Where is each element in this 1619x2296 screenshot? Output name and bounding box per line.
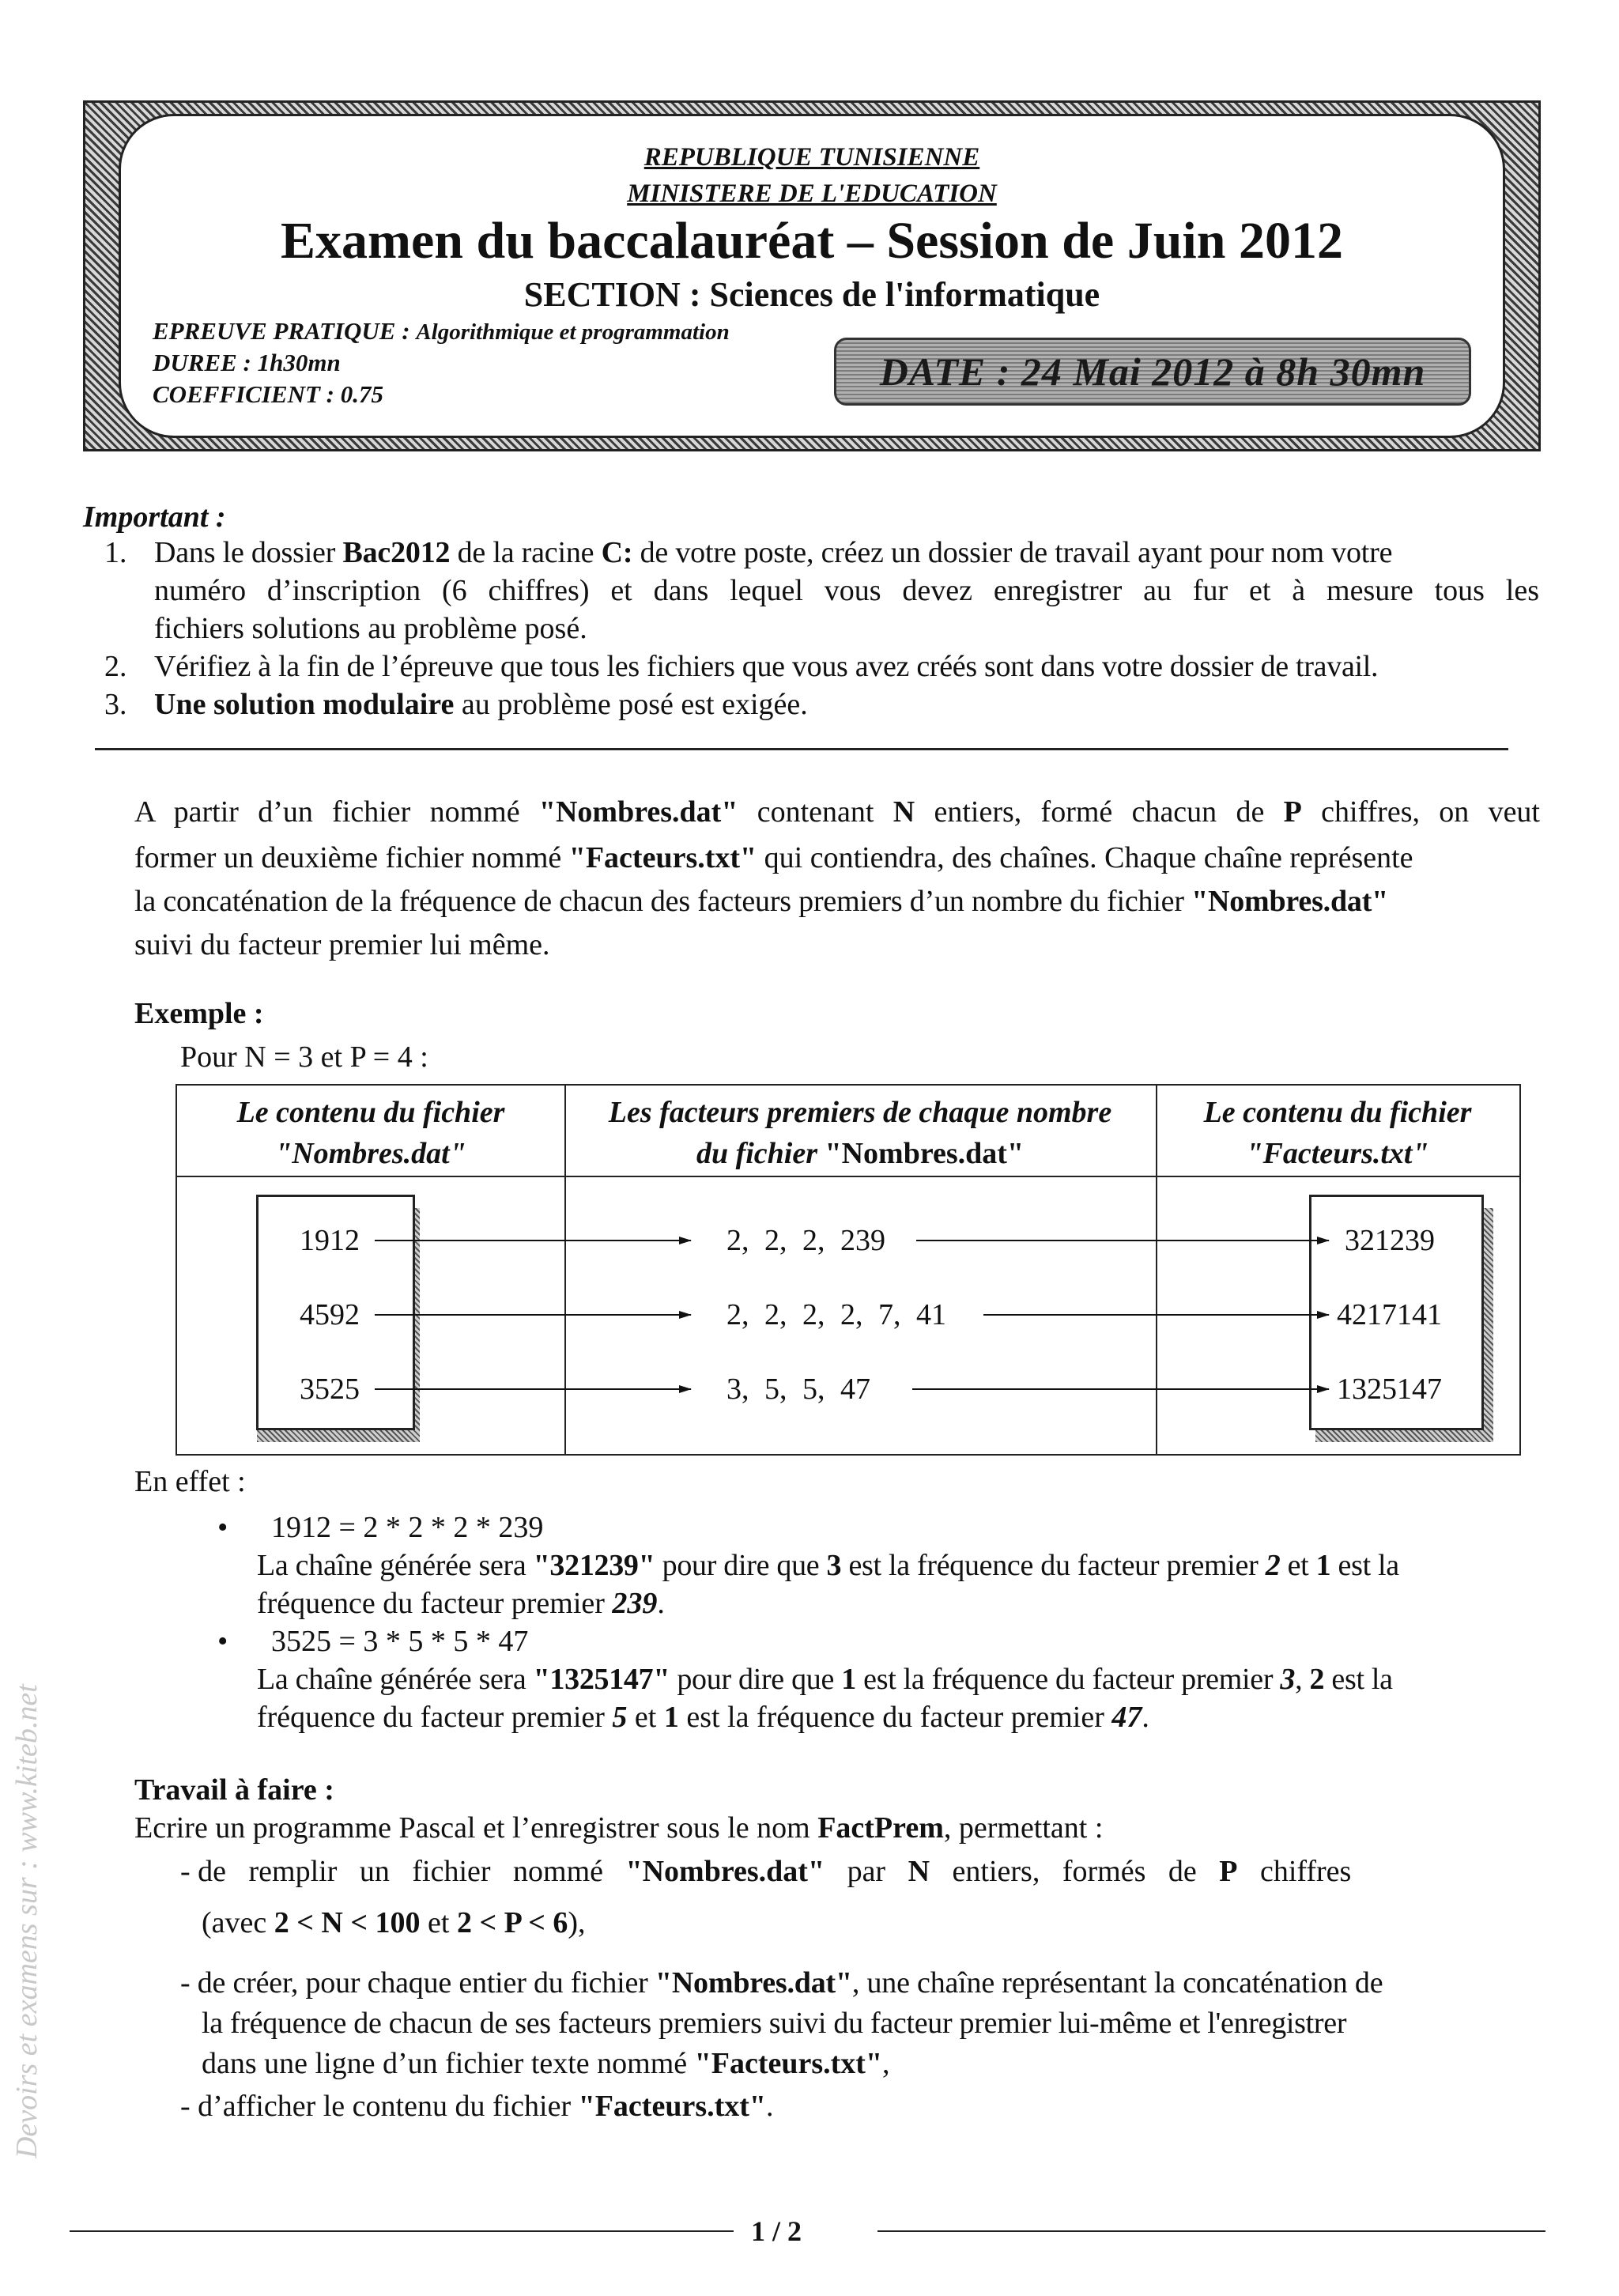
epreuve-line xyxy=(153,317,730,346)
intro-line2: former un deuxième fichier nommé "Facteurs.txt" qui contiendra, des chaînes. Chaque chaîne représente xyxy=(134,841,1413,874)
header-frame xyxy=(83,100,1541,451)
bullet2-line2: fréquence du facteur premier 5 et 1 est la fréquence du facteur premier 47. xyxy=(257,1701,1149,1734)
coefficient-line: COEFFICIENT : 0.75 xyxy=(153,380,383,408)
facteurs-value: 2, 2, 2, 2, 7, 41 xyxy=(726,1298,946,1331)
side-watermark xyxy=(0,1613,55,2166)
exam-date-badge: DATE : 24 Mai 2012 à 8h 30mn xyxy=(834,338,1471,406)
important-item-1-line1: Dans le dossier Bac2012 de la racine C: de votre poste, créez un dossier de travail ayant pour nom votre xyxy=(154,536,1393,569)
task2-line1: - de créer, pour chaque entier du fichier "Nombres.dat", une chaîne représentant la concaténation de xyxy=(180,1966,1383,2000)
chaine-value: 321239 xyxy=(1345,1224,1435,1257)
bullet-icon: • xyxy=(217,1511,228,1544)
task1-line1: - de remplir un fichier nommé "Nombres.dat" par N entiers, formés de P chiffres xyxy=(180,1855,1352,1888)
separator-rule xyxy=(95,748,1508,750)
important-num-1: 1. xyxy=(104,536,127,569)
intro-line3: la concaténation de la fréquence de chacun des facteurs premiers d’un nombre du fichier "Nombres.dat" xyxy=(134,885,1389,918)
task1-line2: (avec 2 < N < 100 et 2 < P < 6), xyxy=(202,1906,586,1939)
col-header-facteurs: Les facteurs premiers de chaque nombre du fichier "Nombres.dat" xyxy=(608,1096,1112,1170)
duree-line: DUREE : 1h30mn xyxy=(153,349,341,376)
task2-line2: la fréquence de chacun de ses facteurs premiers suivi du facteur premier lui-même et l'enregistrer xyxy=(202,2007,1347,2040)
important-item-1-line2: numéro d’inscription (6 chiffres) et dans lequel vous devez enregistrer au fur et à mesure tous les xyxy=(154,574,1539,607)
bullet1-line1: La chaîne générée sera "321239" pour dire que 3 est la fréquence du facteur premier 2 et 1 est la xyxy=(257,1549,1399,1582)
drive-c: C: xyxy=(601,536,633,569)
nombre-value: 4592 xyxy=(300,1297,364,1332)
facteurs-value: 3, 5, 5, 47 xyxy=(726,1373,870,1406)
watermark-text: Devoirs et examens sur : www.kiteb.net xyxy=(10,1684,43,2158)
exam-title: Examen du baccalauréat – Session de Juin 2012 xyxy=(281,212,1343,270)
page-number: 1 / 2 xyxy=(751,2215,802,2247)
bac2012-folder: Bac2012 xyxy=(342,536,451,569)
nombre-value: 3525 xyxy=(300,1372,364,1407)
intro-line4: suivi du facteur premier lui même. xyxy=(134,928,550,961)
nombre-value: 1912 xyxy=(300,1223,364,1258)
col-header-nombres: Le contenu du fichier "Nombres.dat" xyxy=(236,1096,505,1170)
important-title: Important : xyxy=(83,500,226,534)
bullet1-equation: 1912 = 2 * 2 * 2 * 239 xyxy=(271,1511,544,1544)
important-num-2: 2. xyxy=(104,650,127,683)
header-panel xyxy=(119,114,1505,438)
task2-line3: dans une ligne d’un fichier texte nommé "Facteurs.txt", xyxy=(202,2047,890,2080)
facteurs-value: 2, 2, 2, 239 xyxy=(726,1224,885,1257)
bullet2-equation: 3525 = 3 * 5 * 5 * 47 xyxy=(271,1625,529,1658)
header-country: REPUBLIQUE TUNISIENNE xyxy=(643,143,980,172)
header-ministry: MINISTERE DE L'EDUCATION xyxy=(627,179,997,208)
footer-rule-right xyxy=(877,2230,1545,2232)
bullet1-line2: fréquence du facteur premier 239. xyxy=(257,1587,665,1620)
example-title: Exemple : xyxy=(134,997,264,1030)
exam-section: SECTION : Sciences de l'informatique xyxy=(523,275,1100,314)
bullet2-line1: La chaîne générée sera "1325147" pour dire que 1 est la fréquence du facteur premier 3, 2 est la xyxy=(257,1663,1393,1696)
travail-intro: Ecrire un programme Pascal et l’enregistrer sous le nom FactPrem, permettant : xyxy=(134,1811,1104,1845)
footer-rule-left xyxy=(70,2230,734,2232)
important-item-2: Vérifiez à la fin de l’épreuve que tous les fichiers que vous avez créés sont dans votre dossier de travail. xyxy=(154,650,1379,683)
task3-line: - d’afficher le contenu du fichier "Facteurs.txt". xyxy=(180,2090,774,2123)
important-num-3: 3. xyxy=(104,688,127,721)
example-table xyxy=(175,1084,1521,1456)
col-header-chaines: Le contenu du fichier "Facteurs.txt" xyxy=(1203,1096,1472,1170)
bullet-icon: • xyxy=(217,1625,228,1658)
epreuve-value: Algorithmique et programmation xyxy=(416,319,730,345)
epreuve-label: EPREUVE PRATIQUE : xyxy=(153,317,410,345)
en-effet: En effet : xyxy=(134,1465,246,1498)
intro-line1: A partir d’un fichier nommé "Nombres.dat" contenant N entiers, formé chacun de P chiffres, on veut xyxy=(134,795,1540,829)
example-params: Pour N = 3 et P = 4 : xyxy=(180,1040,428,1074)
chaine-value: 4217141 xyxy=(1337,1298,1442,1331)
important-item-1-line3: fichiers solutions au problème posé. xyxy=(154,612,587,645)
travail-title: Travail à faire : xyxy=(134,1773,334,1807)
chaine-value: 1325147 xyxy=(1337,1373,1442,1406)
important-item-3: Une solution modulaire au problème posé est exigée. xyxy=(154,688,808,721)
